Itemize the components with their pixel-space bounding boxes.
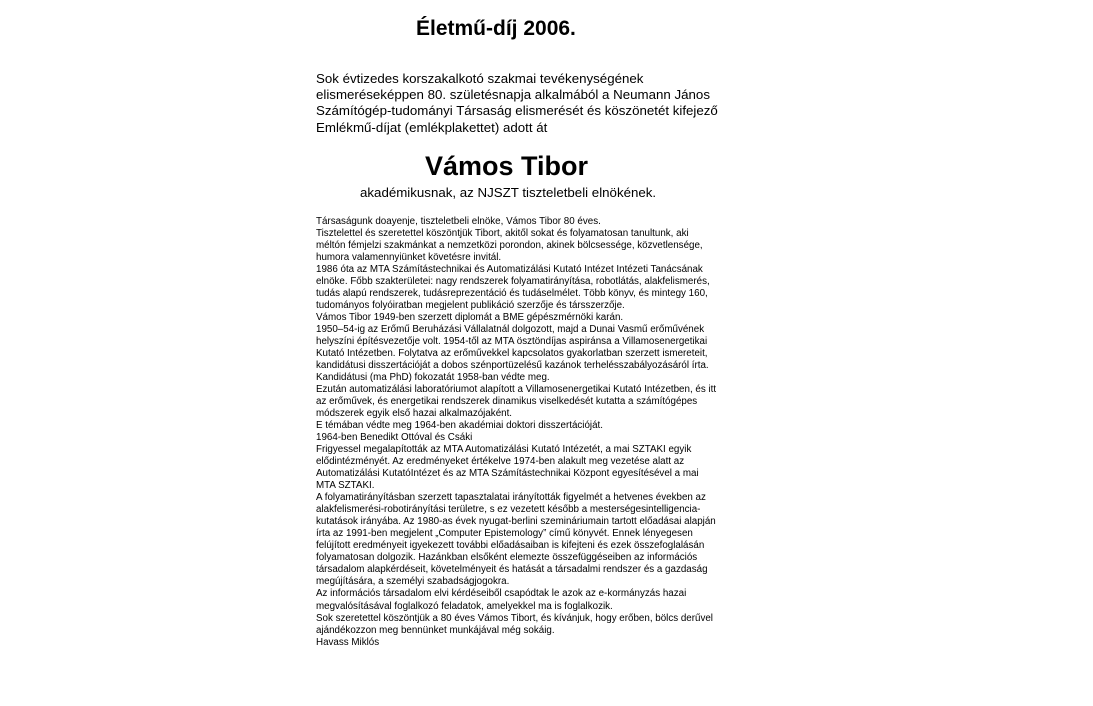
- body-line: E témában védte meg 1964-ben akadémiai doktori disszertációját.: [316, 420, 603, 432]
- body-line: megvalósításával foglalkozó feladatok, amelyekkel ma is foglalkozik.: [316, 600, 613, 612]
- body-line: folyamatosan dolgozik. Hazánkban elsőként elemezte összefüggéseiben az információs: [316, 552, 698, 564]
- body-line: Automatizálási KutatóIntézet és az MTA Számítástechnikai Központ egyesítésével a mai: [316, 468, 699, 480]
- body-line: MTA SZTAKI.: [316, 480, 375, 492]
- body-line: kandidátusi disszertációját a dobos szénportüzelésű kazánok terhelésszabályozásáról írta.: [316, 360, 709, 372]
- body-line: A folyamatirányításban szerzett tapasztalatai irányították figyelmét a hetvenes években az: [316, 492, 706, 504]
- body-line: kutatások irányába. Az 1980-as évek nyugat-berlini szemináriumain tartott előadásai alapján: [316, 516, 716, 528]
- body-line: 1964-ben Benedikt Ottóval és Csáki: [316, 432, 473, 444]
- page-title: Életmű-díj 2006.: [416, 17, 576, 40]
- body-line: elnöke. Főbb szakterületei: nagy rendszerek folyamatirányítása, robotlátás, alakfelismerés,: [316, 276, 710, 288]
- body-line: módszerek egyik első hazai alkalmazójaként.: [316, 408, 513, 420]
- body-line: Kandidátusi (ma PhD) fokozatát 1958-ban védte meg.: [316, 372, 550, 384]
- honoree-name: Vámos Tibor: [425, 151, 589, 181]
- body-line: Sok szeretettel köszöntjük a 80 éves Vámos Tibort, és kívánjuk, hogy erőben, bölcs derűvel: [316, 612, 713, 624]
- body-line: tudás alapú rendszerek, tudásreprezentáció és tudáselmélet. Több könyv, és mintegy 160,: [316, 288, 708, 300]
- body-line: Frigyessel megalapították az MTA Automatizálási Kutató Intézetét, a mai SZTAKI egyik: [316, 444, 692, 456]
- body-line: Ezután automatizálási laboratóriumot alapított a Villamosenergetikai Kutató Intézetben, és itt: [316, 384, 717, 396]
- body-line: Társaságunk doayenje, tiszteletbeli elnöke, Vámos Tibor 80 éves.: [316, 216, 601, 227]
- intro-line: elismeréseképpen 80. születésnapja alkalmából a Neumann János: [316, 87, 710, 103]
- body-line: alakfelismerési-robotirányítási területre, s ez vezetett később a mesterségesintelligencia-: [316, 504, 701, 516]
- body-line: 1986 óta az MTA Számítástechnikai és Automatizálási Kutató Intézet Intézeti Tanácsának: [316, 264, 703, 276]
- honoree-title: akadémikusnak, az NJSZT tiszteletbeli elnökének.: [360, 185, 657, 200]
- body-line: tudományos folyóiratban megjelent publikáció szerzője és társszerzője.: [316, 300, 625, 312]
- intro-line: Emlékmű-díjat (emlékplakettet) adott át: [316, 119, 548, 135]
- body-line: Tisztelettel és szeretettel köszöntjük Tibort, akitől sokat és folyamatosan tanultunk, aki: [316, 228, 689, 240]
- body-line: elődintézményét. Az eredményeket értékelve 1974-ben alakult meg vezetése alatt az: [316, 456, 685, 468]
- body-line: felújított eredményeit igyekezett további előadásaiban is kifejteni és ezek összefoglalásán: [316, 540, 705, 552]
- body-line: az erőművek, és energetikai rendszerek dinamikus viselkedését kutatta a számítógépes: [316, 396, 698, 408]
- body-line: írta az 1991-ben megjelent „Computer Epistemology” című könyvét. Ennek lényegesen: [316, 528, 693, 540]
- intro-line: Számítógép-tudományi Társaság elismerését és köszönetét kifejező: [316, 103, 718, 119]
- body-line: Az információs társadalom elvi kérdéseiből csapódtak le azok az e-kormányzás hazai: [316, 588, 687, 600]
- body-line: 1950–54-ig az Erőmű Beruházási Vállalatnál dolgozott, majd a Dunai Vasmű erőművének: [316, 324, 705, 336]
- body-line: ajándékozzon meg bennünket munkájával még sokáig.: [316, 624, 555, 636]
- body-line: méltón fémjelzi szakmánkat a nemzetközi porondon, akinek bölcsessége, közvetlensége,: [316, 240, 703, 252]
- body-line: Havass Miklós: [316, 636, 380, 648]
- intro-paragraph: [316, 71, 786, 136]
- body-line: humora valamennyiünket követésre invitál.: [316, 252, 502, 264]
- body-line: társadalom alapkérdéseit, követelményeit és hatását a társadalmi rendszer és a gazdaság: [316, 564, 708, 576]
- body-line: helyszíni építésvezetője volt. 1954-től az MTA ösztöndíjas aspiránsa a Villamosenergetikai: [316, 336, 708, 348]
- intro-line: Sok évtizedes korszakalkotó szakmai tevékenységének: [316, 71, 644, 86]
- body-line: Kutató Intézetben. Folytatva az erőművekkel kapcsolatos gyakorlatban szerzett ismereteit,: [316, 348, 708, 360]
- body-line: Vámos Tibor 1949-ben szerzett diplomát a BME gépészmérnöki karán.: [316, 312, 624, 324]
- body-text: [316, 216, 786, 649]
- body-line: megújítására, a személyi szabadságjogokra.: [316, 576, 510, 588]
